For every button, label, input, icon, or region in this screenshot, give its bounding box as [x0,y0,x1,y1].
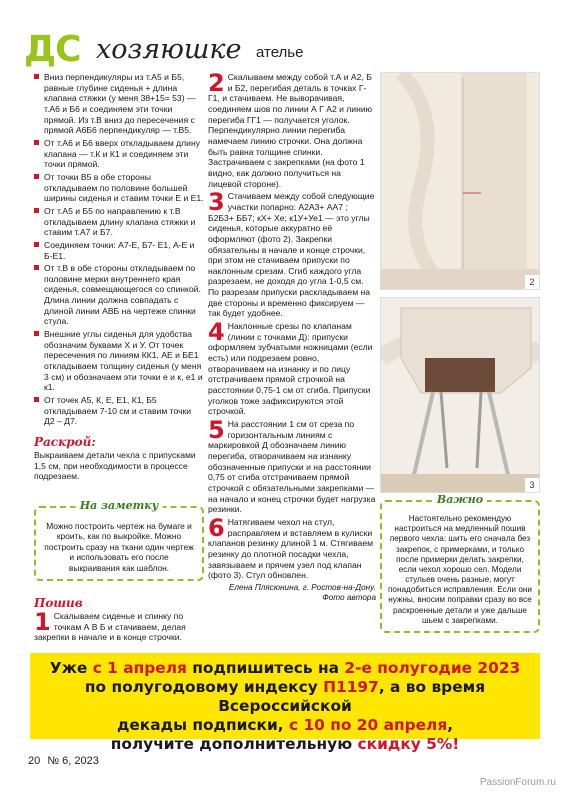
banner-line-2 [30,678,540,716]
bullet-item: От точки В5 в обе стороны откладываем по половине большей ширины сиденья и ставим точки Е и Е1. [34,172,204,204]
page-header [24,30,544,70]
step-number: 6 [208,513,225,542]
bullet-item: От точек А5, К, Е, Е1, К1, Б5 откладываем 7-10 см и ставим точки Д2 – Д7. [34,395,204,427]
page-footer [28,755,99,769]
note-box [34,499,204,581]
important-text: Настоятельно рекомендую настроиться на медленный пошив первого чехла: шить его сначала без закрепок, с примерками, и только после примерки делать закрепки, если чехол хорошо сел. Модели стульев очень разные, могут понадобиться исправления. Если они нужны, вносим поправки сразу во все раскроенные детали и уже дальше шьем с закрепками. [388,514,532,625]
important-box [380,493,540,633]
banner-text: , а во время Всероссийской [218,678,486,715]
step-number: 5 [208,416,225,444]
rubric-title: хозяюшке [96,34,242,65]
note-title: На заметку [76,499,163,513]
bullet-item: От т.В в обе стороны откладываем по половине мерки внутреннего края сиденья, совмещающегося со спинкой. Длина линии должна совпадать с длиной линии АВБ на чертеже спинки стула. [34,263,204,327]
photo-2 [380,72,540,290]
step-3 [208,188,376,319]
step-text: На расстоянии 1 см от среза по горизонтальным линиям с маркировкой Д обозначаем линию перегиба, отворачиваем на изнанку обозначенные припуски и на расстоянии 0,75 от сгиба отстрачиваем прямой строчкой с обязательными закрепками — на начало и конец строчки будет нагрузка резинки. [208,419,376,515]
bullet-item: Внешние углы сиденья для удобства обозначим буквами Х и У. От точек пересечения по линиям КК1, АЕ и БЕ1 откладываем толщину сиденья (у меня 3 см) и обозначаем эти точки е и к, е1 и к1. [34,329,204,393]
poshiv-block [34,596,204,645]
column-left [34,72,204,484]
magazine-logo: ДС [24,29,81,70]
page-number: 20 [28,755,41,767]
step-text: Наклонные срезы по клапанам (линии с точками Д): припуски оформляем зубчатыми ножницами (если есть) или подрезаем ровно, отворачиваем на изнанку и по лицу отстрачиваем прямой строчкой на расстоянии 0,75-1 см от сгиба. Припуски уголков тоже зафиксируются этой строчкой. [208,321,373,417]
banner-text: декады подписки, [116,716,289,734]
step-number: 4 [208,318,225,347]
step-number: 3 [208,188,225,217]
banner-highlight: с 1 апреля [92,659,187,677]
photo-3 [380,297,540,493]
banner-line-3 [30,716,540,735]
note-text: Можно построить чертеж на бумаге и кроить, как по выкройке. Можно построить сразу на ткани один чертеж и использовать его после выкраивания как шаблон. [44,521,194,573]
banner-line-1 [30,659,540,678]
banner-text: Уже [49,659,93,677]
step-text: Скалываем сиденье и спинку по точкам А В Б и стачиваем, делая закрепки в начале и в конце строчки. [34,610,186,643]
step-6 [208,513,376,581]
banner-text: получите дополнительную [110,735,358,753]
photo-number: 2 [525,275,539,289]
section-label: ателье [256,44,304,61]
bullet-item: Вниз перпендикуляры из т.А5 и Б5, равные глубине сиденья + длина клапана стяжки (у меня 38+15= 53) — т.А6 и Б6 и соединяем эти точки прямой. Из т.В вниз до пересечения с прямой А6Б6 перпендикуляр — т.В5. [34,72,204,136]
photo-number: 3 [525,478,539,492]
banner-text: подпишитесь на [186,659,345,677]
step-5 [208,416,376,515]
bullet-item: Соединяем точки: А7-Е, Б7- Е1, А-Е и Б-Е1. [34,240,204,261]
banner-highlight: 2-е полугодие 2023 [344,659,521,677]
step-number: 1 [34,607,51,636]
column-middle [208,69,376,603]
site-watermark: PassionForum.ru [479,777,556,788]
banner-highlight: П1197 [323,678,379,696]
step-1 [34,607,204,643]
bullet-item: От т.А5 и Б5 по направлению к т.В откладываем длину клапана стяжки и ставим т.А7 и Б7. [34,206,204,238]
step-number: 2 [208,69,225,97]
subscription-banner [30,653,540,753]
banner-line-4 [30,735,540,754]
bullet-item: От т.А6 и Б6 вверх откладываем длину клапана — т.К и К1 и соединяем эти точки прямой. [34,138,204,170]
step-text: Стачиваем между собой следующие участки попарно: А2А3+ АА7 ; Б2Б3+ ББ7; кХ+ Хе; к1У+Уе1 — это углы сиденья, которые аккуратно её оформляют (фото 2). Закрепки обязательны в начале и конце строчки, при этом не стачиваем припуски по наклонным срезам. Сгиб каждого угла разрезаем, не доходя до угла 1-0,5 см. По разрезам припуски раскладываем на две стороны и временно фиксируем — так будет удобнее. [208,191,375,319]
step-4 [208,318,376,417]
raskroy-text: Выкраиваем детали чехла с припусками 1,5 см, при необходимости в процессе подрезаем. [34,449,196,482]
step-text: Натягиваем чехол на стул, расправляем и вставляем в кулиски клапанов резинку длиной 1 м. Стягиваем резинку до плотной посадки чехла, завязываем и прячем узел под клапан (фото 3). Стул обновлен. [208,516,374,581]
chair-back-image [381,73,540,290]
chair-cover-image [381,298,540,493]
banner-text: по полугодовому индексу [84,678,324,696]
step-text: Скалываем между собой т.А и А2, Б и Б2, перегибая деталь в точках Г-Г1, и стачиваем. Не выворачивая, соединяем шов по линии А Г А2 и линию перегиба ГГ1 — получается уголок. Перпендикулярно линии перегиба намечаем линию строчки. Она должна быть равна толщине спинки. Застрачиваем с закрепками (на фото 1 видно, как должно получиться на лицевой стороне). [208,72,373,189]
important-title: Важно [433,493,487,507]
photo-credit: Фото автора [322,593,376,603]
banner-text: , [447,716,454,734]
step-2 [208,69,376,189]
raskroy-heading: Раскрой: [34,435,96,449]
banner-highlight: скидку 5%! [357,735,460,753]
banner-highlight: с 10 по 20 апреля [288,716,448,734]
author-byline: Елена Плясюнина, г. Ростов-на-Дону. [228,582,376,592]
issue-info: № 6, 2023 [47,755,99,767]
poshiv-heading: Пошив [34,596,83,610]
